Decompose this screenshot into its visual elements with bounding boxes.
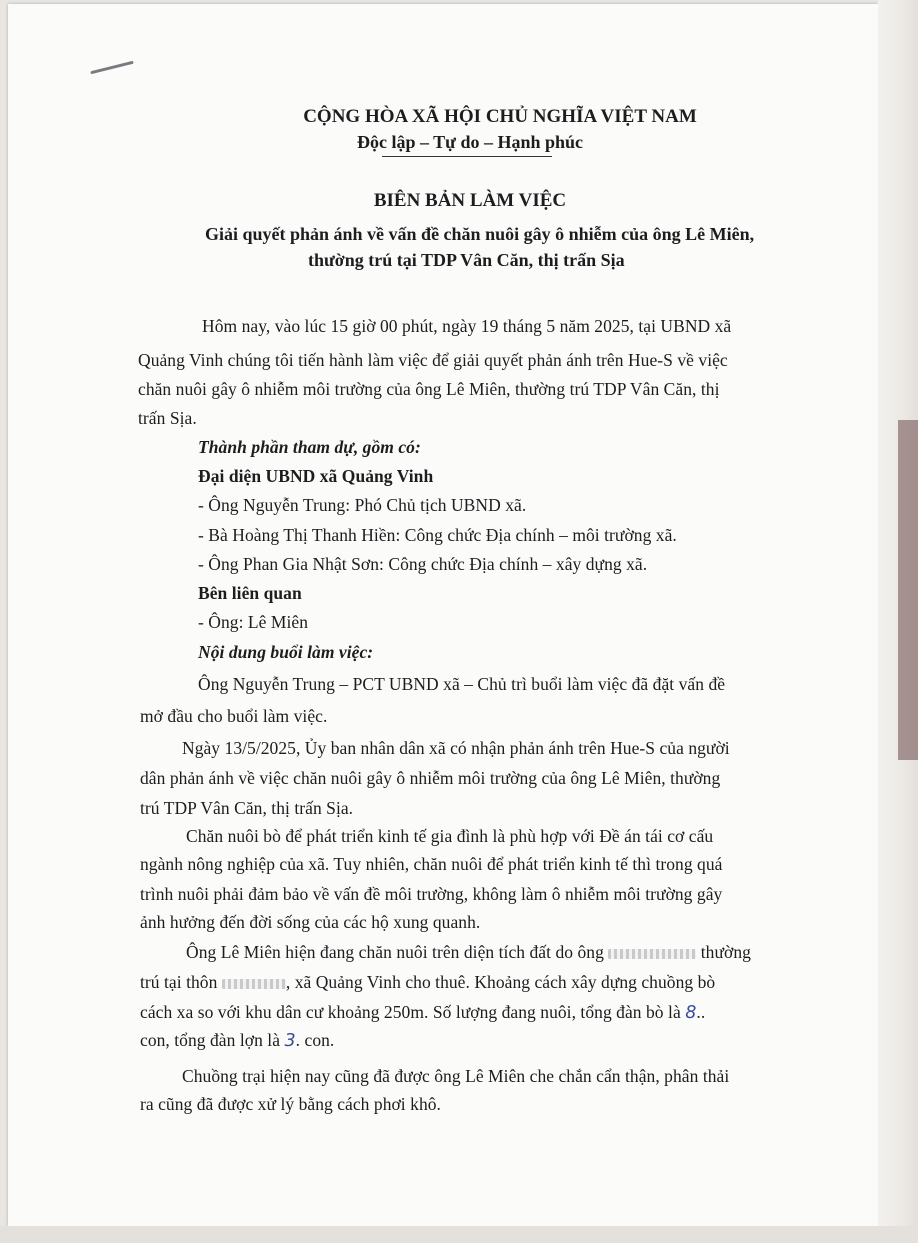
- participant-item: - Bà Hoàng Thị Thanh Hiền: Công chức Địa chính – môi trường xã.: [198, 525, 677, 545]
- intro-line-2: Quảng Vinh chúng tôi tiến hành làm việc để giải quyết phản ánh trên Hue-S về việc: [138, 350, 728, 370]
- document-title: BIÊN BẢN LÀM VIỆC: [373, 190, 567, 211]
- content-p3-line-3: trình nuôi phải đảm bảo về vấn đề môi trường, không làm ô nhiễm môi trường gây: [140, 884, 723, 904]
- content-p3-line-2: ngành nông nghiệp của xã. Tuy nhiên, chăn nuôi để phát triển kinh tế thì trong quá: [140, 854, 723, 874]
- content-p4-line-3-text: cách xa so với khu dân cư khoảng 250m. Số lượng đang nuôi, tổng đàn bò là: [140, 1002, 681, 1022]
- intro-line-1: Hôm nay, vào lúc 15 giờ 00 phút, ngày 19 tháng 5 năm 2025, tại UBND xã: [202, 316, 732, 336]
- group-ubnd-title: Đại diện UBND xã Quảng Vinh: [198, 466, 434, 486]
- content-p4-line-1-text: Ông Lê Miên hiện đang chăn nuôi trên diện tích đất do ông: [186, 942, 604, 962]
- motto-underline: [382, 156, 552, 157]
- content-p4-line-4-tail: . con.: [295, 1030, 335, 1050]
- redacted-name: [608, 949, 696, 959]
- content-p2-line-3: trú TDP Vân Căn, thị trấn Sịa.: [140, 798, 354, 818]
- participant-item: - Ông Nguyễn Trung: Phó Chủ tịch UBND xã.: [198, 495, 527, 515]
- content-p2-line-1: Ngày 13/5/2025, Ủy ban nhân dân xã có nhận phản ánh trên Hue-S của người: [182, 738, 730, 758]
- subtitle-line-2: thường trú tại TDP Vân Căn, thị trấn Sịa: [308, 250, 625, 270]
- content-p3-line-1: Chăn nuôi bò để phát triển kinh tế gia đình là phù hợp với Đề án tái cơ cấu: [186, 826, 714, 846]
- content-p4-line-3: [140, 1002, 705, 1023]
- country-heading: CỘNG HÒA XÃ HỘI CHỦ NGHĨA VIỆT NAM: [303, 106, 697, 127]
- scan-edge-shadow: [898, 420, 918, 760]
- content-p1-line-1: Ông Nguyễn Trung – PCT UBND xã – Chủ trì buổi làm việc đã đặt vấn đề: [198, 674, 726, 694]
- content-p5-line-1: Chuồng trại hiện nay cũng đã được ông Lê Miên che chắn cẩn thận, phân thải: [182, 1066, 730, 1086]
- participants-heading: Thành phần tham dự, gồm có:: [198, 437, 421, 457]
- handwritten-cow-count: 8: [685, 1003, 697, 1023]
- subtitle-line-1: Giải quyết phản ánh về vấn đề chăn nuôi gây ô nhiễm của ông Lê Miên,: [205, 224, 755, 244]
- content-p3-line-4: ảnh hưởng đến đời sống của các hộ xung quanh.: [140, 912, 481, 932]
- participant-item: - Ông Phan Gia Nhật Sơn: Công chức Địa chính – xây dựng xã.: [198, 554, 648, 574]
- participant-item: - Ông: Lê Miên: [198, 612, 309, 632]
- content-p4-line-1-tail: thường: [700, 942, 751, 962]
- group-related-title: Bên liên quan: [198, 583, 302, 603]
- content-p4-line-2-tail: , xã Quảng Vinh cho thuê. Khoảng cách xây dựng chuồng bò: [285, 972, 716, 992]
- content-heading: Nội dung buổi làm việc:: [198, 642, 374, 662]
- content-p1-line-2: mở đầu cho buổi làm việc.: [140, 706, 328, 726]
- intro-line-4: trấn Sịa.: [138, 408, 197, 428]
- content-p4-line-4: [140, 1030, 334, 1051]
- content-p4-line-4-text: con, tổng đàn lợn là: [140, 1030, 281, 1050]
- content-p4-line-2: [140, 972, 715, 993]
- motto: Độc lập – Tự do – Hạnh phúc: [356, 132, 584, 152]
- dots: ..: [696, 1002, 706, 1022]
- scan-bottom-edge: [0, 1226, 918, 1243]
- content-p2-line-2: dân phản ánh về việc chăn nuôi gây ô nhiễm môi trường của ông Lê Miên, thường: [140, 768, 721, 788]
- content-p5-line-2: ra cũng đã được xử lý bằng cách phơi khô.: [140, 1094, 441, 1114]
- content-p4-line-1: [186, 942, 751, 963]
- redacted-village: [222, 979, 286, 989]
- intro-line-3: chăn nuôi gây ô nhiễm môi trường của ông Lê Miên, thường trú TDP Vân Căn, thị: [138, 379, 720, 399]
- content-p4-line-2-text: trú tại thôn: [140, 972, 218, 992]
- document-page: [8, 4, 878, 1226]
- handwritten-pig-count: 3: [284, 1031, 296, 1051]
